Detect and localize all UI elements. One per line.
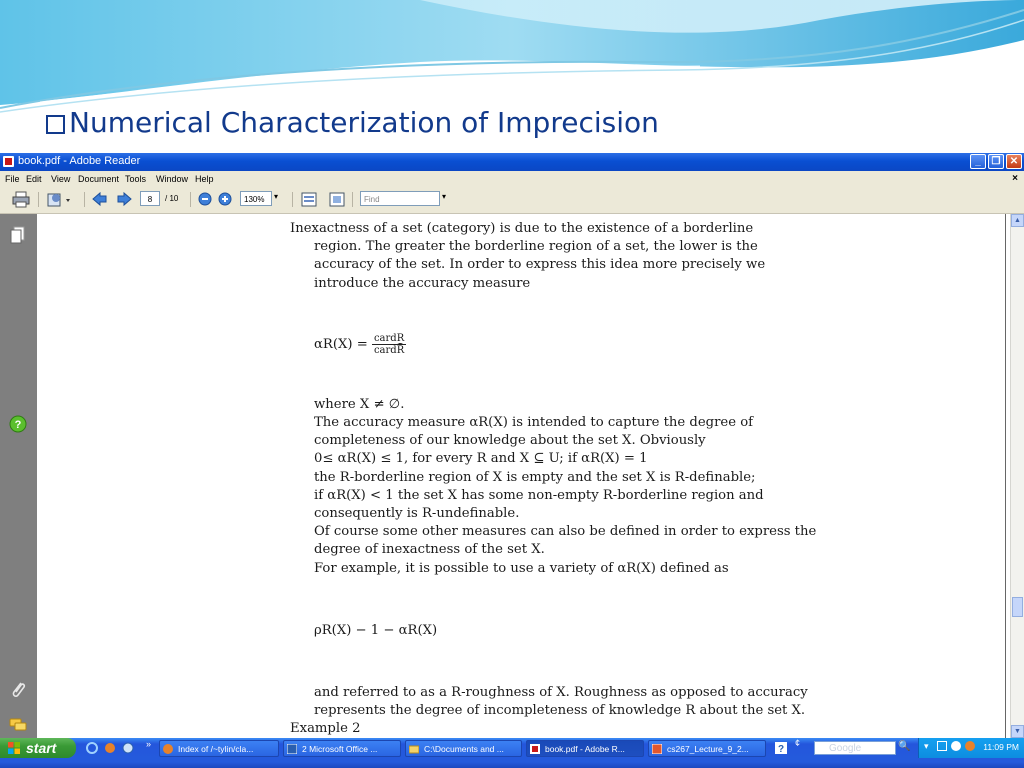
text-line: if αR(X) < 1 the set X has some non-empty R-borderline region and [314,487,764,503]
attachment-icon[interactable] [9,680,27,700]
windows-flag-icon [8,742,20,754]
task-firefox[interactable]: Index of /~tylin/cla... [159,740,279,757]
page-number-input[interactable]: 8 [140,191,160,206]
text-line: Inexactness of a set (category) is due to the existence of a borderline [290,221,754,236]
text-line: For example, it is possible to use a variety of αR(X) defined as [314,560,729,576]
find-input[interactable]: Find [360,191,440,206]
navigation-panel [0,214,37,738]
svg-text:?: ? [14,419,22,431]
clock: 11:09 PM [983,742,1019,752]
help-icon[interactable] [9,415,27,433]
text-line: Example 2 [290,721,361,737]
window-icon[interactable] [937,741,947,751]
text-line: consequently is R-undefinable. [314,506,520,522]
checkbox-bullet-icon [46,115,65,134]
task-adobe-reader[interactable]: book.pdf - Adobe R... [526,740,644,757]
tray-back-icon[interactable] [951,741,961,751]
pdf-icon [530,744,540,754]
page-total: / 10 [165,194,179,203]
menu-edit[interactable]: Edit [26,174,42,184]
pdf-app-icon [3,156,14,167]
taskbar [0,738,1024,768]
document-close-icon[interactable]: × [1012,173,1018,184]
text-line: introduce the accuracy measure [314,275,531,291]
search-icon[interactable]: 🔍 [898,741,911,752]
pages-icon[interactable] [9,226,27,244]
comments-icon[interactable] [8,717,28,733]
fit-width-icon[interactable] [300,191,318,208]
vertical-scrollbar[interactable] [1010,214,1024,738]
close-button[interactable]: ✕ [1006,154,1022,169]
slide-title-text: Numerical Characterization of Imprecision [69,106,659,139]
text-line: where X ≠ ∅. [314,396,405,412]
slide-header [0,0,1024,152]
menu-document[interactable]: Document [78,174,120,184]
tray-expand-icon[interactable]: ▾ [924,741,929,751]
print-icon[interactable] [12,191,30,208]
roughness-formula: ρR(X) − 1 − αR(X) [314,622,438,638]
firefox-quicklaunch-icon[interactable] [104,742,116,754]
pdf-page [290,220,850,738]
next-page-icon[interactable] [116,191,133,208]
task-microsoft-office[interactable]: 2 Microsoft Office ... [283,740,401,757]
restore-button[interactable]: ❐ [988,154,1004,169]
help-tray-icon[interactable] [775,742,787,754]
text-line: The accuracy measure αR(X) is intended to capture the degree of [314,415,754,431]
text-line: region. The greater the borderline region of a set, the lower is the [314,239,758,255]
svg-text:?: ? [777,744,785,754]
page-edge [1005,214,1006,738]
text-line: represents the degree of incompleteness of knowledge R about the set X. [314,703,806,719]
menubar [0,171,1024,187]
zoom-dropdown-icon[interactable]: ▾ [274,192,279,201]
text-line: accuracy of the set. In order to express this idea more precisely we [314,257,766,273]
minimize-button[interactable]: _ [970,154,986,169]
menu-view[interactable]: View [51,174,71,184]
ie-quicklaunch-icon[interactable] [86,742,98,754]
fit-page-icon[interactable] [328,191,346,208]
adobe-reader-window [0,153,1024,738]
window-titlebar[interactable] [0,153,1024,171]
accuracy-formula: αR(X) = $\frac{\text{cardR̲}}{\text{cardR̄}}$ [314,332,405,356]
text-line: Of course some other measures can also be defined in order to express the [314,524,817,540]
scroll-down-icon[interactable]: ▼ [1011,725,1024,738]
start-label: start [26,740,57,756]
text-line: completeness of our knowledge about the set X. Obviously [314,433,706,449]
window-title: book.pdf - Adobe Reader [18,155,141,167]
toolbar [0,187,1024,214]
document-view[interactable] [37,214,1010,738]
slide-title [46,106,659,139]
start-button[interactable] [0,738,76,758]
zoom-out-icon[interactable] [198,191,213,208]
zoom-level-field[interactable]: 130% [240,191,272,206]
zoom-in-icon[interactable] [218,191,233,208]
office-icon [287,744,297,754]
menu-help[interactable]: Help [195,174,214,184]
options-icon[interactable]: ¢ [795,738,801,748]
outlook-quicklaunch-icon[interactable] [122,742,134,754]
menu-window[interactable]: Window [156,174,189,184]
firefox-tray-icon[interactable] [965,741,975,751]
task-explorer[interactable]: C:\Documents and ... [405,740,522,757]
menu-file[interactable]: File [5,174,20,184]
share-icon[interactable] [46,191,72,208]
menu-tools[interactable]: Tools [125,174,147,184]
accuracy-fraction: $\frac{\text{cardR̲}}{\text{cardR̄}}$ [373,332,405,356]
scroll-up-icon[interactable]: ▲ [1011,214,1024,227]
system-tray [918,738,1024,758]
google-search-box[interactable]: Google [814,741,896,755]
firefox-icon [163,744,173,754]
previous-page-icon[interactable] [91,191,108,208]
task-powerpoint[interactable]: cs267_Lecture_9_2... [648,740,766,757]
quicklaunch-more-icon[interactable]: » [146,739,152,749]
text-line: the R-borderline region of X is empty and the set X is R-definable; [314,469,756,485]
text-line: and referred to as a R-roughness of X. Roughness as opposed to accuracy [314,685,808,701]
scrollbar-thumb[interactable] [1012,597,1023,617]
powerpoint-icon [652,744,662,754]
find-dropdown-icon[interactable]: ▾ [442,192,447,201]
text-line: 0≤ αR(X) ≤ 1, for every R and X ⊆ U; if αR(X) = 1 [314,451,648,467]
text-line: degree of inexactness of the set X. [314,542,545,558]
folder-icon [409,744,419,754]
